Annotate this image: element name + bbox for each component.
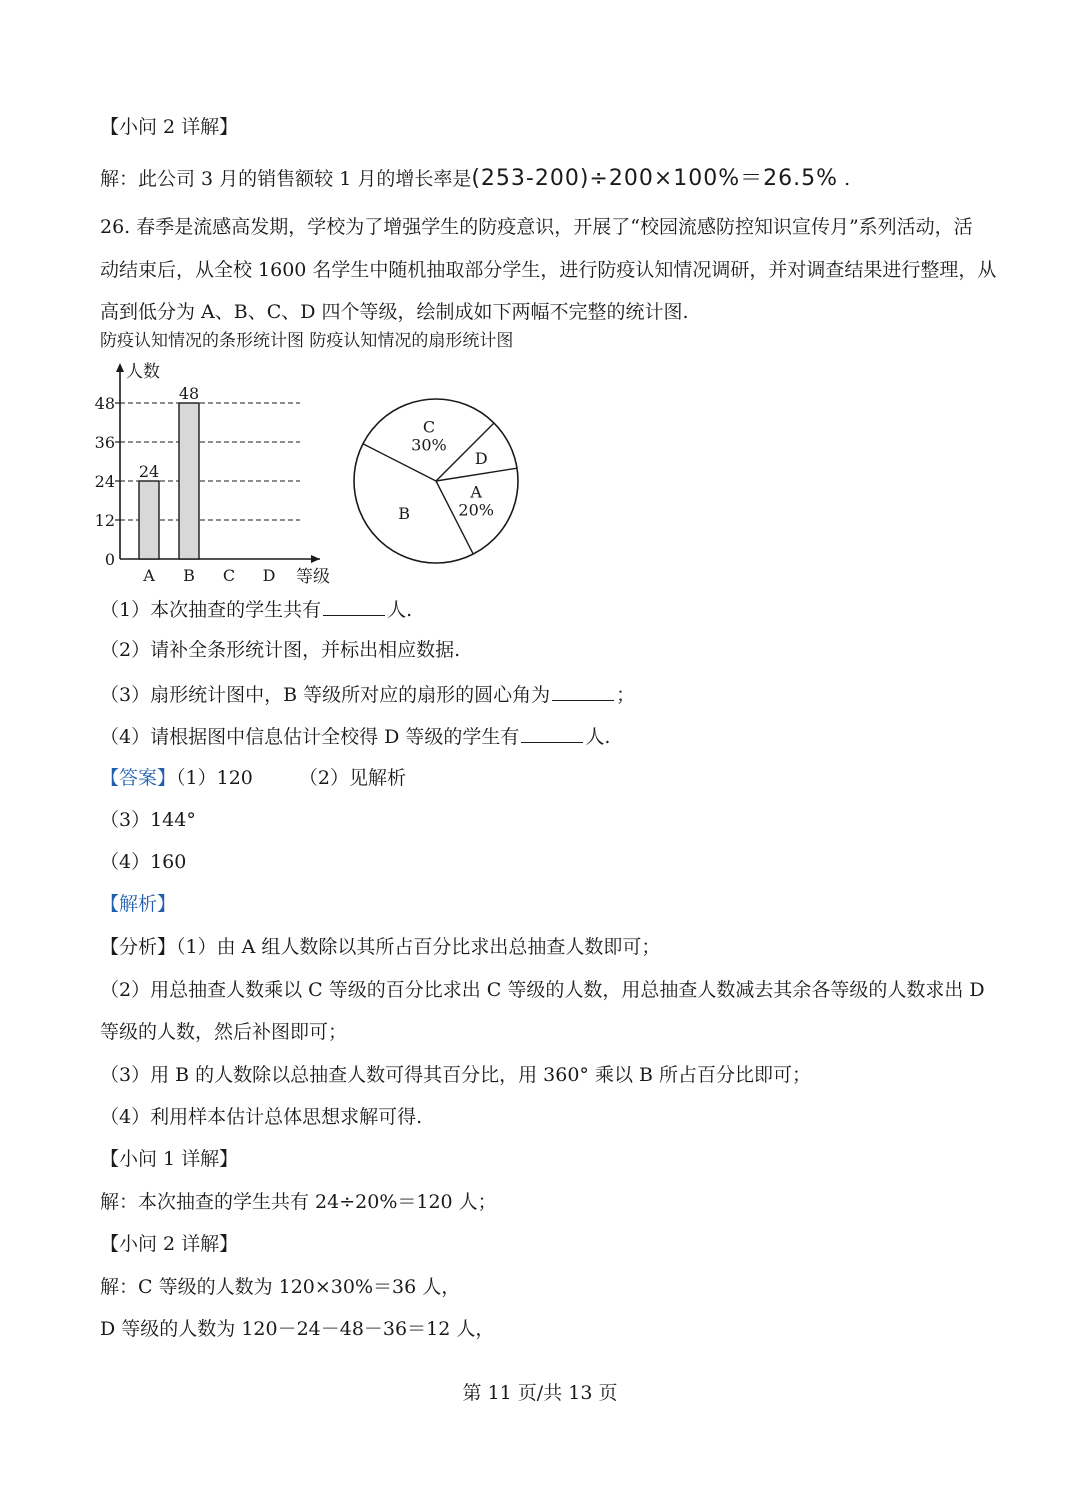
y-tick-label: 36 bbox=[94, 433, 115, 452]
prev-detail-heading: 【小问 2 详解】 bbox=[100, 116, 239, 138]
x-tick-label: B bbox=[183, 566, 195, 585]
detail1-text: 解：本次抽查的学生共有 24÷20%＝120 人； bbox=[100, 1191, 497, 1213]
q26-line-1: 26. 春季是流感高发期，学校为了增强学生的防疫意识，开展了“校园流感防控知识宣传月”系列活动，活 bbox=[100, 216, 973, 238]
prev-solution-text: 解：此公司 3 月的销售额较 1 月的增长率是 bbox=[100, 168, 472, 190]
fenxi-1: （1）由 A 组人数除以其所占百分比求出总抽查人数即可； bbox=[176, 936, 661, 958]
sub1-end: 人. bbox=[387, 599, 413, 621]
answer-blank-3[interactable] bbox=[552, 682, 614, 701]
answer-blank-4[interactable] bbox=[521, 724, 583, 743]
sub3-end: ； bbox=[616, 684, 636, 706]
pie-slice-label: B bbox=[398, 503, 410, 523]
y-tick-label: 48 bbox=[94, 394, 115, 413]
y-tick-label: 0 bbox=[104, 550, 115, 569]
detail2-text-2: D 等级的人数为 120－24－48－36＝12 人， bbox=[100, 1318, 495, 1340]
pie-slice-percent: 30% bbox=[411, 435, 447, 455]
answer-tag: 【答案】 bbox=[100, 767, 177, 789]
page-footer: 第 11 页/共 13 页 bbox=[462, 1382, 618, 1404]
fenxi-line-2b: 等级的人数，然后补图即可； bbox=[100, 1021, 348, 1043]
x-tick-label: A bbox=[143, 566, 155, 585]
bar-data-label: 48 bbox=[178, 384, 200, 403]
fenxi-line-4: （4）利用样本估计总体思想求解可得. bbox=[100, 1106, 423, 1128]
pie-slice-percent: 20% bbox=[458, 500, 494, 520]
sub1-text: （1）本次抽查的学生共有 bbox=[100, 599, 322, 621]
detail2-heading: 【小问 2 详解】 bbox=[100, 1233, 239, 1255]
bar-chart bbox=[95, 362, 330, 587]
chart-figure bbox=[80, 355, 640, 595]
pie-chart bbox=[354, 399, 518, 563]
y-tick-label: 12 bbox=[94, 511, 115, 530]
answer-blank-1[interactable] bbox=[323, 597, 385, 616]
sub-question-4 bbox=[100, 724, 610, 749]
x-tick-label: D bbox=[262, 566, 276, 585]
prev-solution-end: . bbox=[844, 168, 851, 190]
sub-question-2: （2）请补全条形统计图，并标出相应数据. bbox=[100, 639, 461, 661]
sub3-text: （3）扇形统计图中，B 等级所对应的扇形的圆心角为 bbox=[100, 684, 551, 706]
q26-line-3: 高到低分为 A、B、C、D 四个等级，绘制成如下两幅不完整的统计图. bbox=[100, 301, 689, 323]
bar bbox=[179, 403, 199, 559]
analysis-tag: 【解析】 bbox=[100, 893, 177, 915]
y-axis-label: 人数 bbox=[126, 362, 160, 382]
sub-question-1 bbox=[100, 597, 412, 622]
fenxi-tag: 【分析】 bbox=[100, 936, 177, 958]
sub4-text: （4）请根据图中信息估计全校得 D 等级的学生有 bbox=[100, 726, 520, 748]
pie-slice-label: A bbox=[470, 482, 482, 502]
q26-line-2: 动结束后，从全校 1600 名学生中随机抽取部分学生，进行防疫认知情况调研，并对调查结果进行整理，从 bbox=[100, 259, 997, 281]
x-tick-label: C bbox=[222, 566, 236, 585]
bar bbox=[139, 481, 159, 559]
detail1-heading: 【小问 1 详解】 bbox=[100, 1148, 239, 1170]
prev-solution bbox=[100, 166, 850, 192]
fenxi-line-1 bbox=[100, 936, 660, 959]
x-axis-arrow bbox=[311, 555, 320, 563]
sub4-end: 人. bbox=[585, 726, 611, 748]
pie-slice-label: D bbox=[474, 448, 488, 468]
pie-slice-label: C bbox=[422, 417, 436, 437]
x-axis-label: 等级 bbox=[296, 567, 330, 587]
answer-1: （1）120 bbox=[176, 767, 253, 789]
y-tick-label: 24 bbox=[94, 472, 115, 491]
answer-4: （4）160 bbox=[100, 851, 187, 873]
answer-2: （2）见解析 bbox=[298, 767, 407, 789]
sub-question-3 bbox=[100, 682, 635, 707]
y-axis-arrow bbox=[116, 363, 124, 372]
answer-3: （3）144° bbox=[100, 809, 196, 831]
prev-solution-formula: (253-200)÷200×100%＝26.5% bbox=[471, 166, 839, 191]
bar-data-label: 24 bbox=[138, 462, 160, 481]
fenxi-line-2a: （2）用总抽查人数乘以 C 等级的百分比求出 C 等级的人数，用总抽查人数减去其余各等级的人数求出 D bbox=[100, 979, 985, 1001]
detail2-text-1: 解：C 等级的人数为 120×30%＝36 人， bbox=[100, 1276, 461, 1298]
answer-line-1 bbox=[100, 767, 406, 790]
fenxi-line-3: （3）用 B 的人数除以总抽查人数可得其百分比，用 360° 乘以 B 所占百分比即可； bbox=[100, 1064, 812, 1086]
chart-titles: 防疫认知情况的条形统计图 防疫认知情况的扇形统计图 bbox=[100, 331, 514, 351]
